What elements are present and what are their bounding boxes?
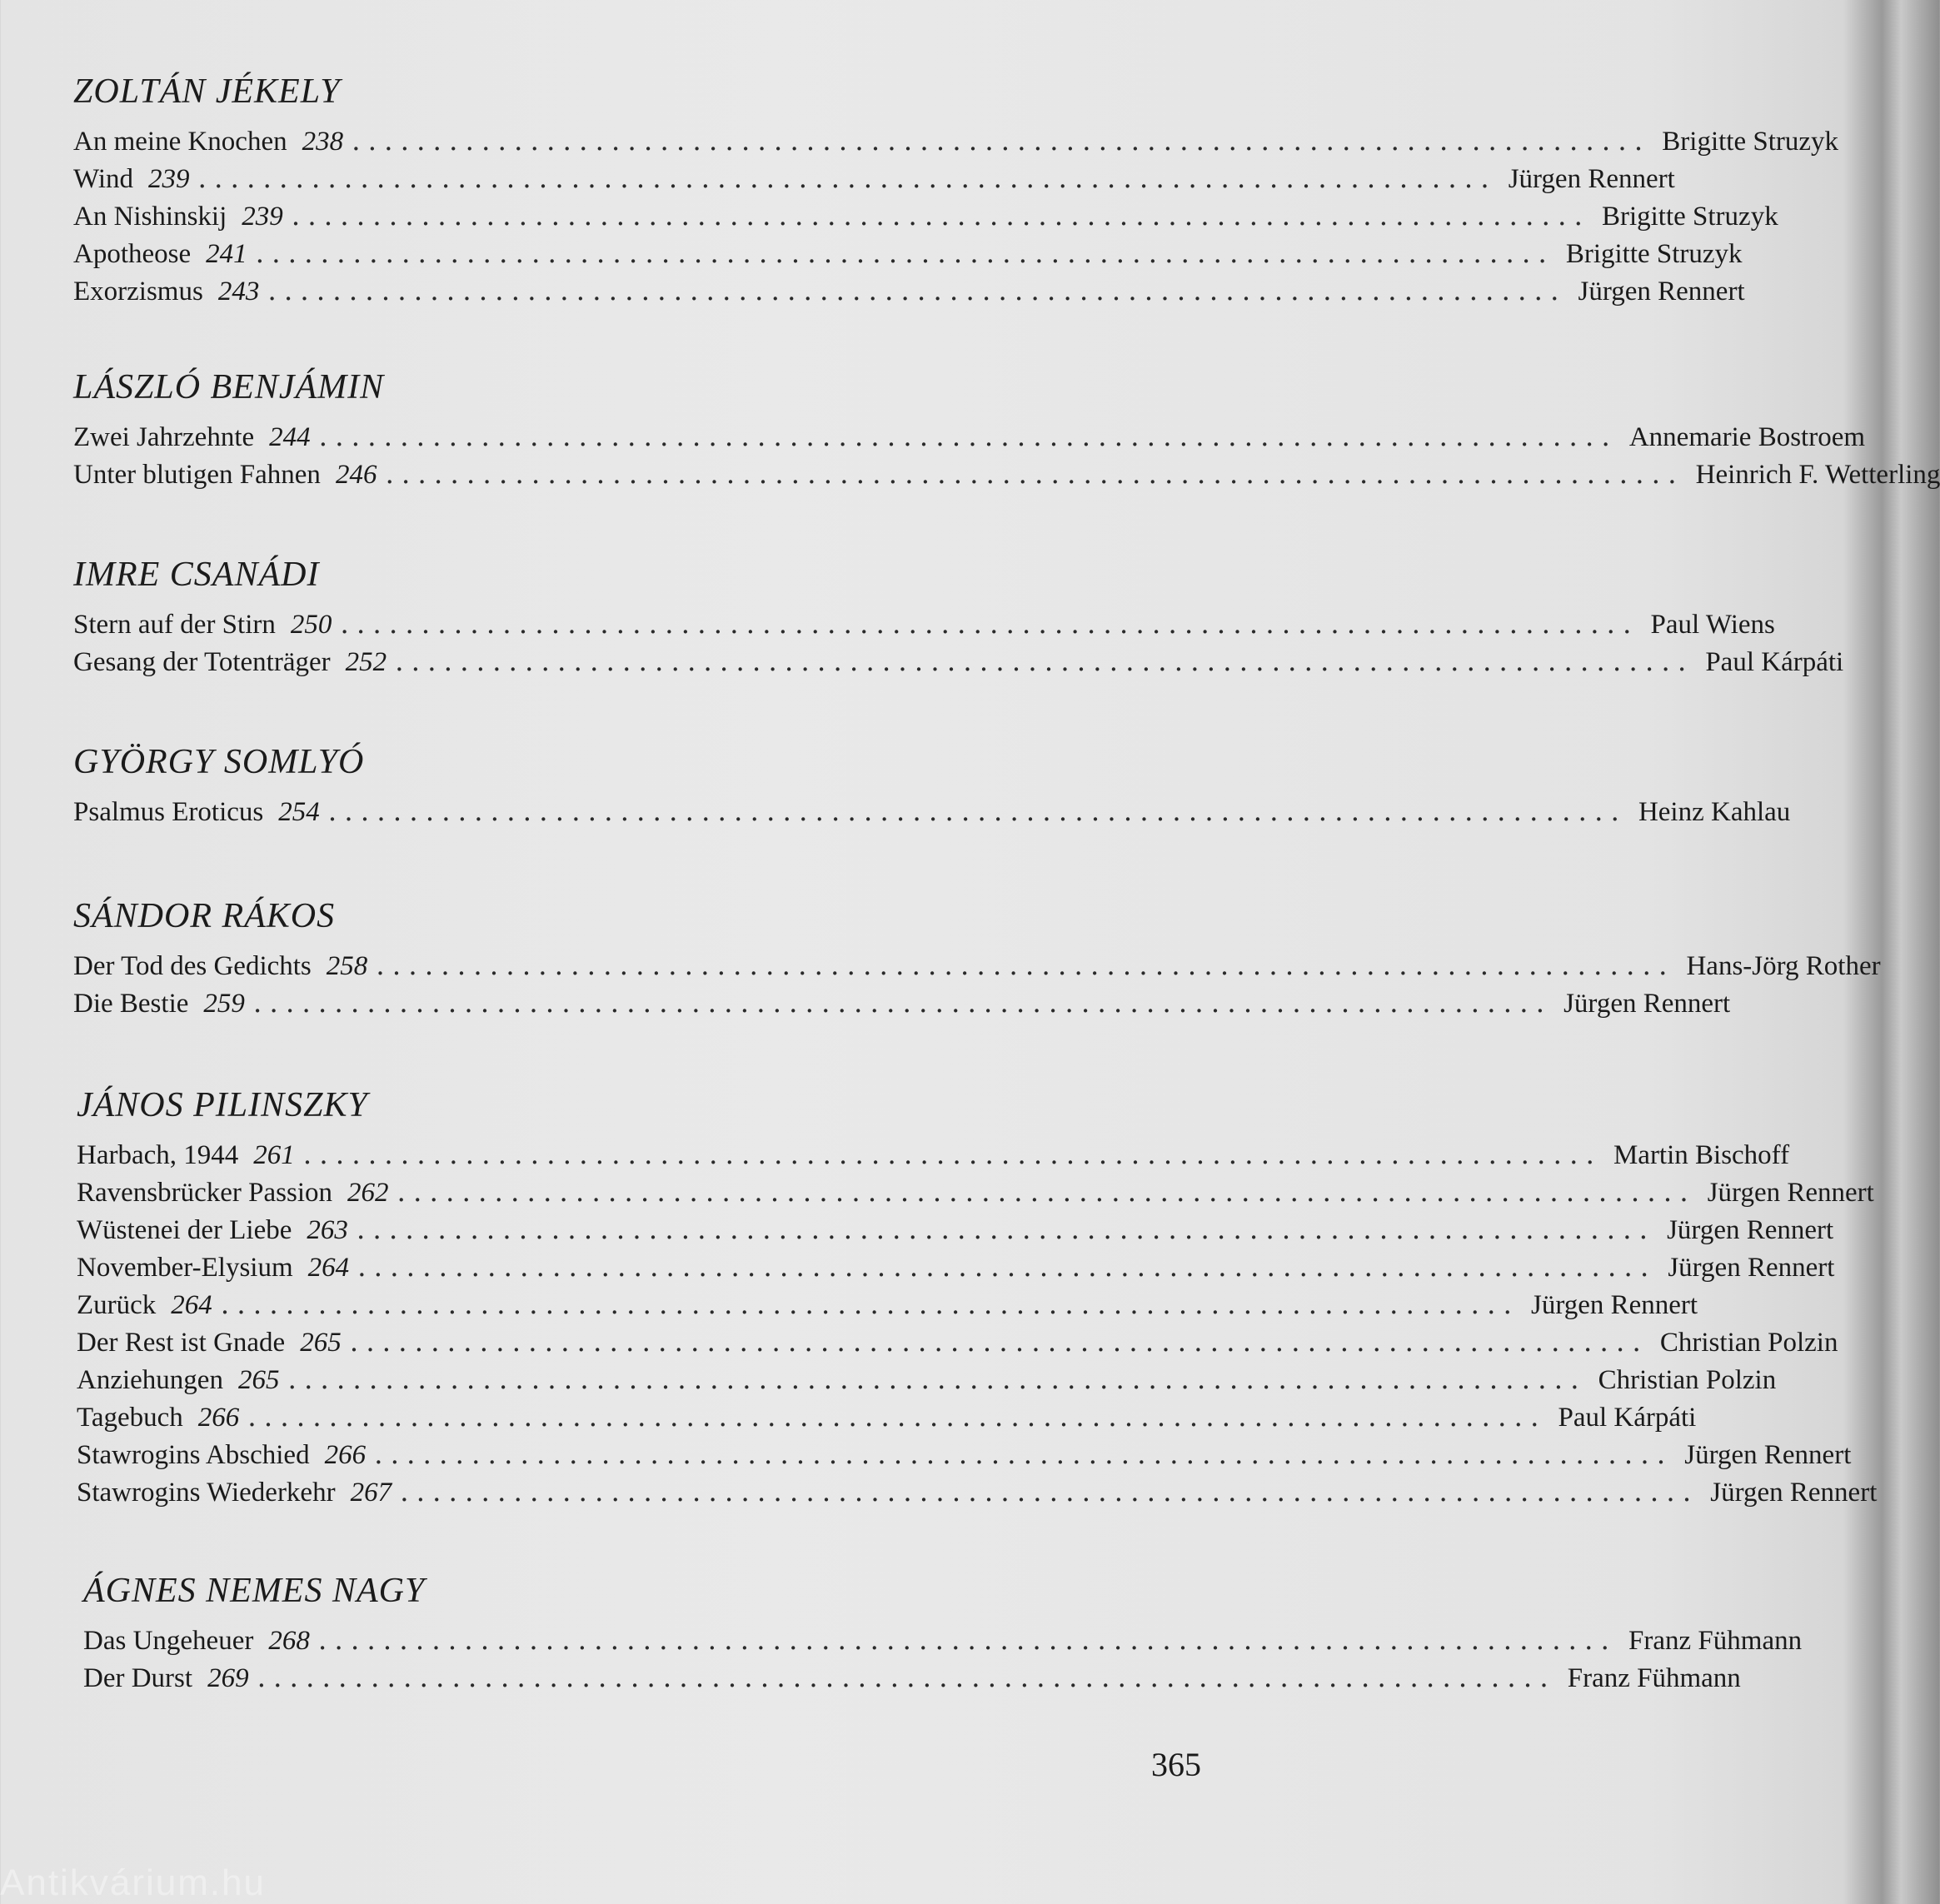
author-heading: JÁNOS PILINSZKY — [77, 1086, 368, 1124]
dot-leader: ................................................................................ — [340, 607, 1639, 640]
translator: Jürgen Rennert — [1563, 989, 1731, 1019]
author-section — [83, 1566, 1803, 1696]
author-section — [77, 1080, 1878, 1510]
poem-title: Psalmus Eroticus — [73, 797, 264, 827]
translator: Brigitte Struzyk — [1565, 239, 1743, 269]
page-ref: 266 — [197, 1403, 240, 1433]
toc-entry — [73, 605, 1775, 642]
translator: Paul Wiens — [1650, 610, 1775, 640]
dot-leader: ................................................................................ — [220, 1288, 1519, 1320]
author-section — [73, 362, 1940, 492]
poem-title: Wind — [73, 164, 133, 194]
dot-leader: ................................................................................ — [385, 457, 1684, 490]
watermark: Antikvárium.hu — [0, 1862, 267, 1903]
author-section — [73, 550, 1844, 680]
dot-leader: ................................................................................ — [255, 237, 1554, 269]
toc-entry — [73, 946, 1881, 984]
toc-entry — [77, 1473, 1878, 1510]
dot-leader: ................................................................................ — [287, 1363, 1587, 1395]
toc-entry — [77, 1435, 1852, 1473]
poem-title: Zurück — [77, 1290, 157, 1320]
page-ref: 238 — [302, 127, 344, 157]
poem-title: Zwei Jahrzehnte — [73, 422, 255, 452]
toc-entry — [77, 1398, 1697, 1435]
toc-entry — [77, 1248, 1835, 1285]
toc-entry — [77, 1210, 1834, 1248]
page-ref: 267 — [350, 1478, 392, 1508]
toc-entry — [77, 1323, 1838, 1360]
poem-title: Der Tod des Gedichts — [73, 951, 312, 981]
translator: Franz Fühmann — [1567, 1663, 1741, 1693]
page-ref: 246 — [335, 460, 377, 490]
poem-title: Stawrogins Abschied — [77, 1440, 310, 1470]
translator: Jürgen Rennert — [1508, 164, 1675, 194]
author-heading: GYÖRGY SOMLYÓ — [73, 743, 365, 781]
translator: Jürgen Rennert — [1578, 277, 1745, 307]
page-ref: 262 — [347, 1178, 389, 1208]
poem-title: Apotheose — [73, 239, 192, 269]
dot-leader: ................................................................................ — [395, 645, 1694, 677]
poem-title: Ravensbrücker Passion — [77, 1178, 333, 1208]
dot-leader: ................................................................................ — [302, 1138, 1602, 1170]
toc-entry — [77, 1173, 1874, 1210]
dot-leader: ................................................................................ — [197, 162, 1497, 194]
poem-title: Die Bestie — [73, 989, 189, 1019]
author-heading: LÁSZLÓ BENJÁMIN — [73, 368, 385, 406]
page-ref: 258 — [326, 951, 368, 981]
dot-leader: ................................................................................ — [291, 199, 1590, 232]
translator: Christian Polzin — [1598, 1365, 1777, 1395]
page-ref: 254 — [278, 797, 320, 827]
page-ref: 239 — [148, 164, 190, 194]
poem-title: Unter blutigen Fahnen — [73, 460, 321, 490]
dot-leader: ................................................................................ — [400, 1475, 1699, 1508]
dot-leader: ................................................................................ — [327, 795, 1627, 827]
poem-title: Tagebuch — [77, 1403, 183, 1433]
translator: Jürgen Rennert — [1710, 1478, 1878, 1508]
translator: Paul Kárpáti — [1558, 1403, 1697, 1433]
toc-entry — [77, 1285, 1698, 1323]
dot-leader: ................................................................................ — [267, 274, 1567, 307]
dot-leader: ................................................................................ — [352, 124, 1651, 157]
dot-leader: ................................................................................ — [376, 949, 1675, 981]
translator: Franz Fühmann — [1628, 1626, 1803, 1656]
translator: Annemarie Bostroem — [1628, 422, 1866, 452]
page-ref: 244 — [269, 422, 311, 452]
dot-leader: ................................................................................ — [252, 986, 1553, 1019]
toc-entry — [73, 984, 1731, 1021]
page-ref: 241 — [206, 239, 247, 269]
dot-leader: ................................................................................ — [356, 1213, 1656, 1245]
author-heading: IMRE CSANÁDI — [73, 556, 320, 594]
page-ref: 265 — [237, 1365, 280, 1395]
toc-entry — [73, 197, 1778, 234]
translator: Heinz Kahlau — [1638, 797, 1791, 827]
toc-entry — [73, 417, 1866, 455]
dot-leader: ................................................................................ — [247, 1400, 1547, 1433]
dot-leader: ................................................................................ — [349, 1325, 1648, 1358]
dot-leader: ................................................................................ — [257, 1661, 1556, 1693]
translator: Jürgen Rennert — [1707, 1178, 1874, 1208]
page-ref: 264 — [171, 1290, 212, 1320]
page-ref: 239 — [242, 202, 283, 232]
translator: Heinrich F. Wetterling — [1695, 460, 1940, 490]
translator: Jürgen Rennert — [1530, 1290, 1698, 1320]
author-heading: ZOLTÁN JÉKELY — [73, 72, 341, 111]
author-section — [73, 891, 1881, 1021]
translator: Jürgen Rennert — [1684, 1440, 1852, 1470]
poem-title: Harbach, 1944 — [77, 1140, 239, 1170]
translator: Brigitte Struzyk — [1601, 202, 1778, 232]
author-section — [73, 67, 1839, 309]
toc-entry — [73, 642, 1844, 680]
dot-leader: ................................................................................ — [317, 1623, 1618, 1656]
page-ref: 265 — [300, 1328, 342, 1358]
page-ref: 250 — [290, 610, 332, 640]
dot-leader: ................................................................................ — [396, 1175, 1696, 1208]
author-heading: SÁNDOR RÁKOS — [73, 897, 336, 935]
page-ref: 252 — [345, 647, 387, 677]
translator: Paul Kárpáti — [1705, 647, 1844, 677]
poem-title: Der Rest ist Gnade — [77, 1328, 286, 1358]
translator: Jürgen Rennert — [1668, 1253, 1835, 1283]
translator: Christian Polzin — [1659, 1328, 1838, 1358]
toc-entry — [73, 159, 1675, 197]
toc-entry — [73, 234, 1743, 272]
page-ref: 261 — [253, 1140, 295, 1170]
translator: Brigitte Struzyk — [1662, 127, 1839, 157]
page-ref: 259 — [203, 989, 245, 1019]
poem-title: Gesang der Totenträger — [73, 647, 331, 677]
toc-entry — [83, 1658, 1741, 1696]
dot-leader: ................................................................................ — [374, 1438, 1673, 1470]
poem-title: Anziehungen — [77, 1365, 223, 1395]
translator: Martin Bischoff — [1613, 1140, 1790, 1170]
poem-title: Exorzismus — [73, 277, 203, 307]
poem-title: Wüstenei der Liebe — [77, 1215, 292, 1245]
toc-entry — [73, 272, 1745, 309]
toc-entry — [73, 455, 1940, 492]
poem-title: Das Ungeheuer — [83, 1626, 254, 1656]
toc-entry — [73, 122, 1839, 159]
page-ref: 263 — [307, 1215, 348, 1245]
toc-entry — [77, 1135, 1790, 1173]
author-heading: ÁGNES NEMES NAGY — [83, 1572, 426, 1610]
toc-entry — [77, 1360, 1777, 1398]
toc-entry — [83, 1621, 1803, 1658]
translator: Jürgen Rennert — [1667, 1215, 1834, 1245]
poem-title: An Nishinskij — [73, 202, 227, 232]
page-ref: 269 — [207, 1663, 249, 1693]
poem-title: Der Durst — [83, 1663, 193, 1693]
author-section — [73, 737, 1791, 830]
page-ref: 266 — [324, 1440, 367, 1470]
poem-title: November-Elysium — [77, 1253, 293, 1283]
poem-title: Stawrogins Wiederkehr — [77, 1478, 336, 1508]
dot-leader: ................................................................................ — [318, 420, 1618, 452]
page-number: 365 — [1151, 1746, 1201, 1783]
translator: Hans-Jörg Rother — [1686, 951, 1881, 981]
page-ref: 243 — [217, 277, 260, 307]
poem-title: Stern auf der Stirn — [73, 610, 276, 640]
page-ref: 264 — [307, 1253, 350, 1283]
toc-entry — [73, 792, 1791, 830]
poem-title: An meine Knochen — [73, 127, 287, 157]
page-ref: 268 — [268, 1626, 310, 1656]
dot-leader: ................................................................................ — [357, 1250, 1657, 1283]
